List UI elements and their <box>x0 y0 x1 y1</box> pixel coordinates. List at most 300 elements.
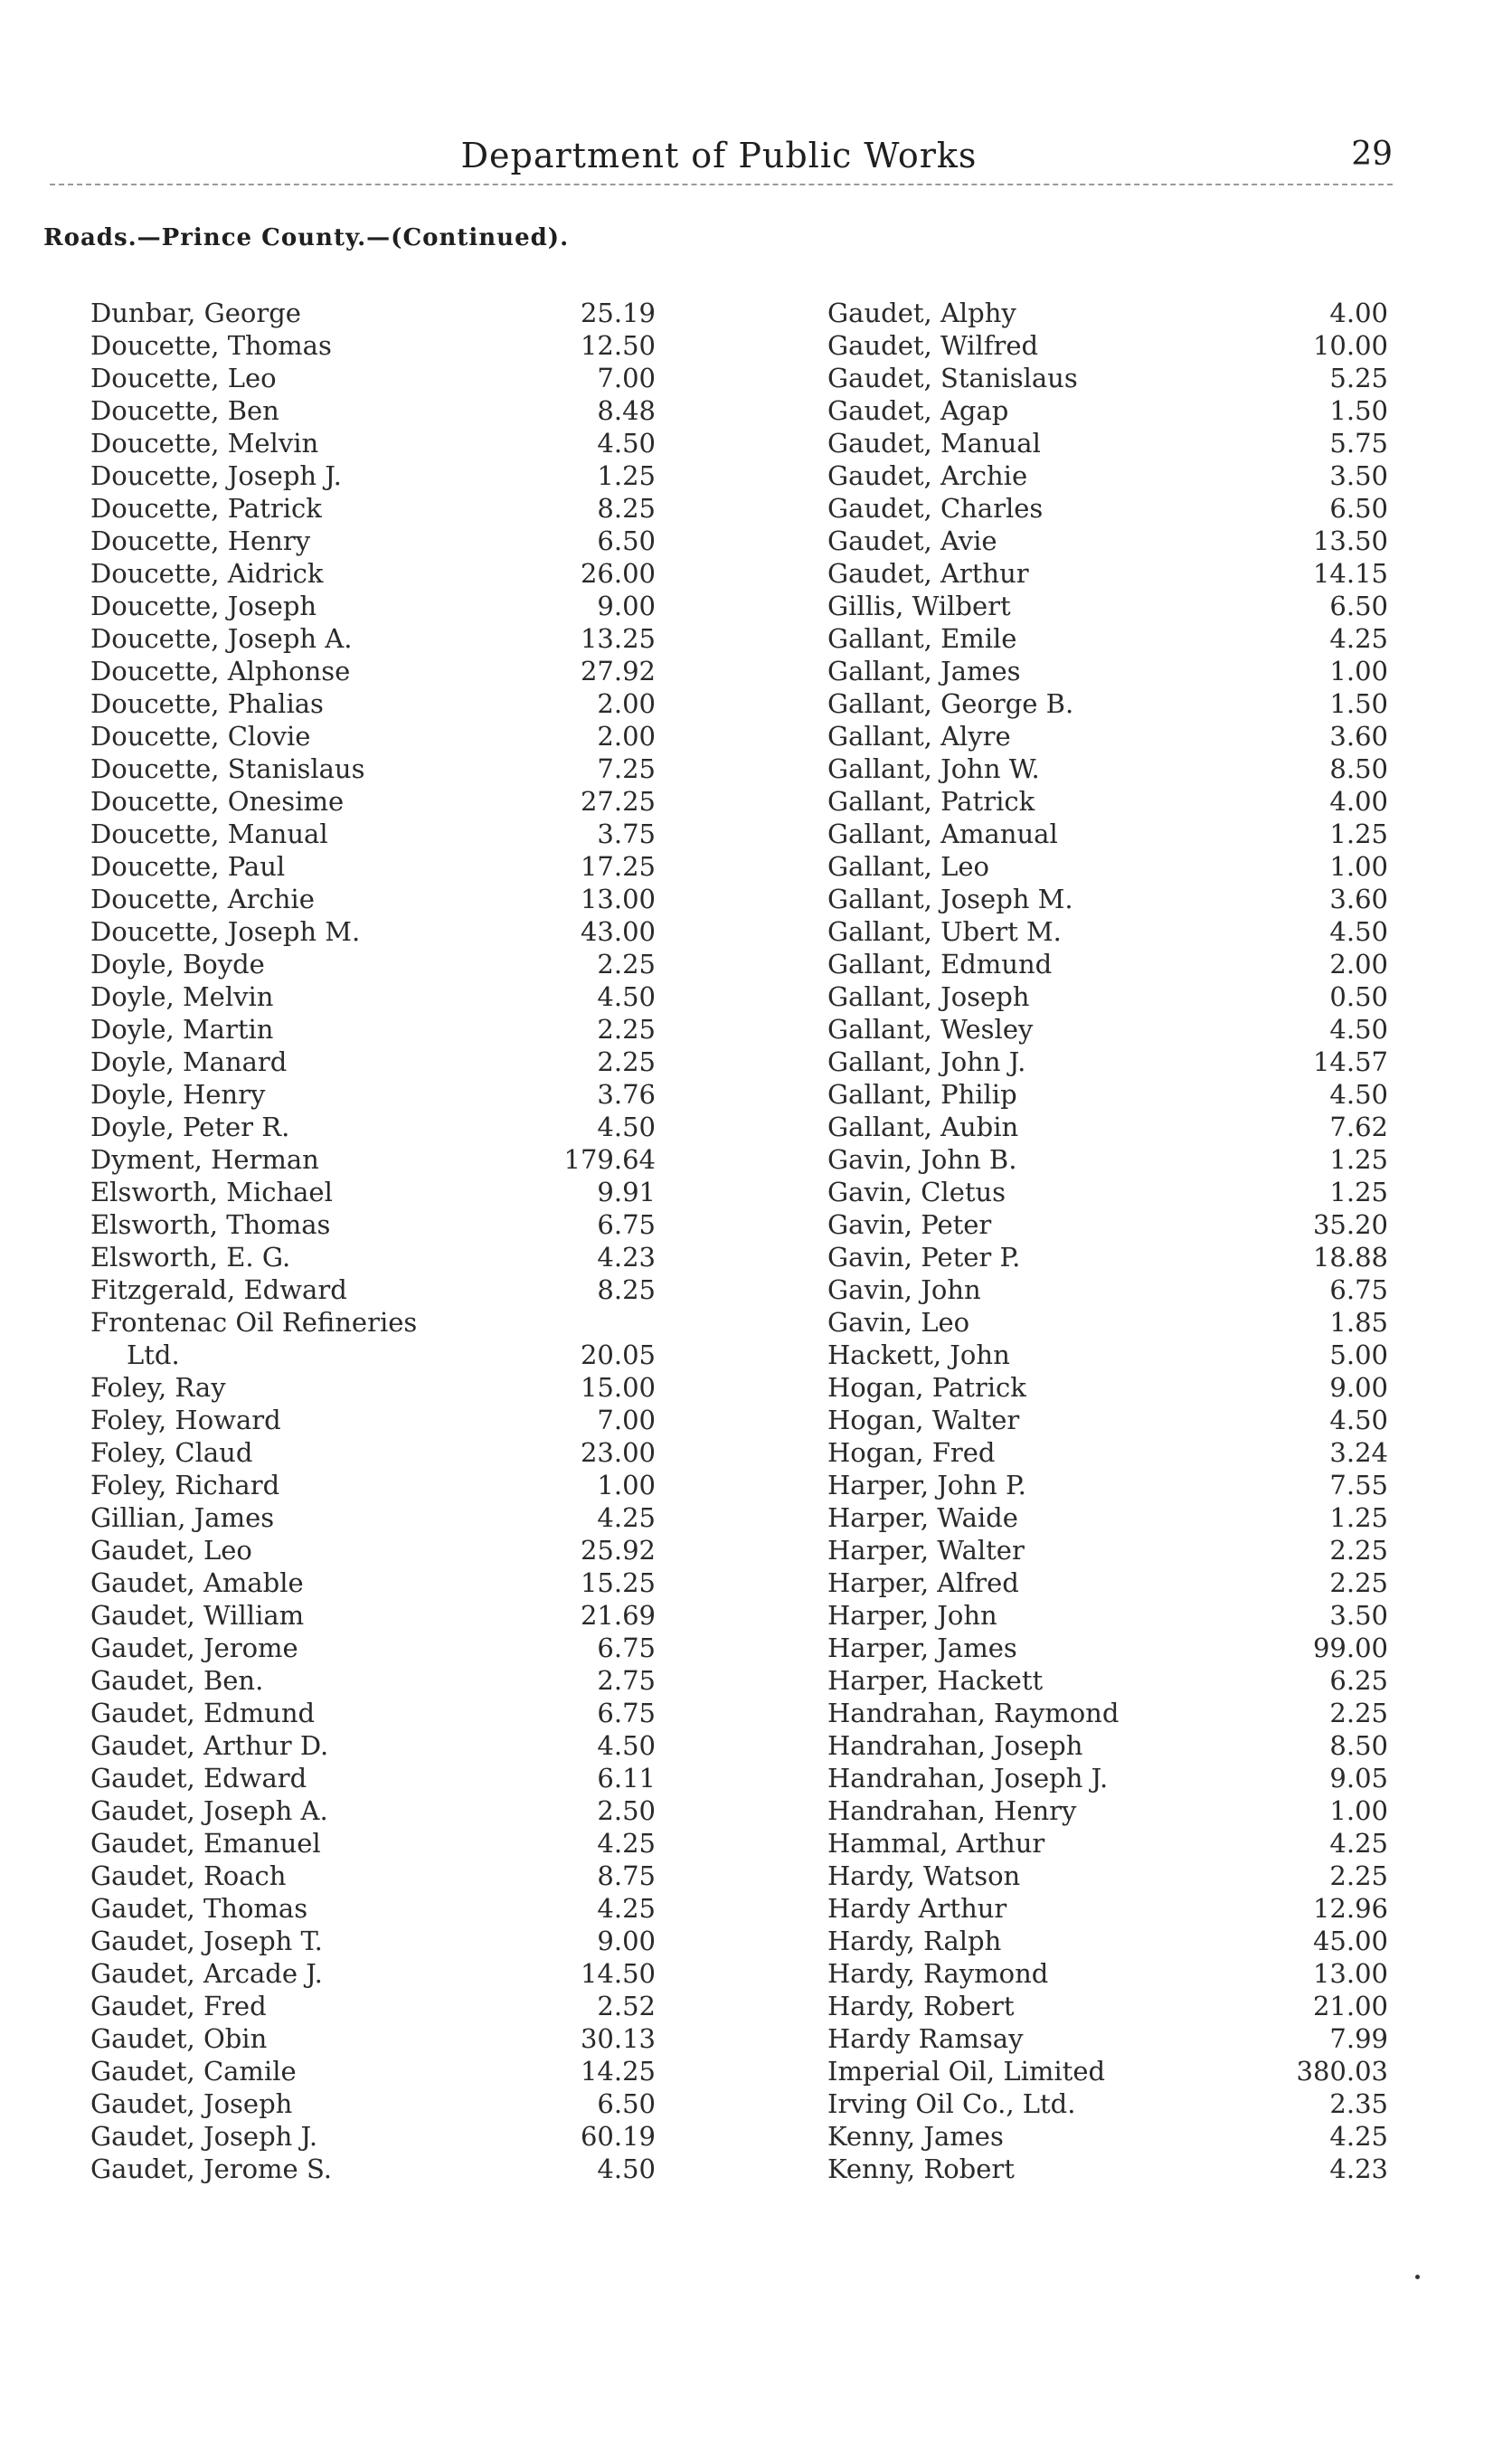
payment-amount: 5.25 <box>1329 363 1388 393</box>
payee-name: Doucette, Joseph <box>90 591 317 621</box>
payee-name: Gallant, James <box>827 656 1021 686</box>
payment-amount: 9.00 <box>597 1926 656 1956</box>
payee-name: Hackett, John <box>827 1339 1010 1370</box>
payee-name: Irving Oil Co., Ltd. <box>827 2088 1076 2119</box>
payee-name: Gaudet, William <box>90 1600 305 1631</box>
list-item <box>827 1762 1388 1794</box>
list-item <box>827 297 1388 329</box>
payee-name: Doucette, Aidrick <box>90 558 324 589</box>
payment-amount: 9.05 <box>1329 1763 1388 1794</box>
payee-name: Gillis, Wilbert <box>827 591 1011 621</box>
list-item <box>90 1176 656 1208</box>
list-item <box>827 427 1388 459</box>
payee-name: Doucette, Alphonse <box>90 656 351 686</box>
list-item <box>90 655 656 687</box>
payee-name: Gaudet, Joseph T. <box>90 1926 323 1956</box>
payment-amount: 14.57 <box>1312 1046 1388 1077</box>
list-item <box>827 1273 1388 1306</box>
payee-name: Dunbar, George <box>90 298 301 328</box>
list-item <box>827 1208 1388 1241</box>
payment-amount: 99.00 <box>1312 1633 1388 1663</box>
list-item <box>90 1436 656 1469</box>
list-item <box>90 1371 656 1404</box>
list-item <box>90 1143 656 1176</box>
payee-name: Handrahan, Joseph <box>827 1730 1083 1761</box>
payee-name: Gavin, Peter <box>827 1209 992 1240</box>
payee-name: Doyle, Melvin <box>90 981 274 1012</box>
payee-name: Fitzgerald, Edward <box>90 1274 347 1305</box>
payee-name: Frontenac Oil Refineries <box>90 1307 418 1338</box>
payment-amount: 45.00 <box>1312 1926 1388 1956</box>
payment-amount: 1.25 <box>1329 1144 1388 1175</box>
payment-amount: 12.50 <box>580 330 656 361</box>
payee-name: Gaudet, Joseph J. <box>90 2121 318 2152</box>
list-item <box>827 1860 1388 1892</box>
payee-name: Doucette, Paul <box>90 851 286 882</box>
list-item <box>827 2087 1388 2120</box>
list-item <box>90 1827 656 1860</box>
list-item <box>90 427 656 459</box>
payment-amount: 1.00 <box>1329 851 1388 882</box>
list-item <box>90 1925 656 1957</box>
list-item <box>90 1501 656 1534</box>
payee-name: Doucette, Stanislaus <box>90 753 365 784</box>
payment-amount: 380.03 <box>1296 2056 1388 2087</box>
list-item <box>827 980 1388 1013</box>
payee-name: Gallant, Leo <box>827 851 989 882</box>
list-item <box>827 1566 1388 1599</box>
left-column <box>90 297 656 2185</box>
payment-amount: 8.48 <box>597 395 656 426</box>
payee-name: Gaudet, Roach <box>90 1860 287 1891</box>
list-item <box>827 1339 1388 1371</box>
payee-name: Doucette, Manual <box>90 819 328 849</box>
list-item <box>90 590 656 622</box>
payee-name: Gaudet, Joseph A. <box>90 1795 328 1826</box>
payment-amount: 4.00 <box>1329 786 1388 817</box>
payment-amount: 23.00 <box>580 1437 656 1468</box>
payee-name: Gaudet, Edward <box>90 1763 307 1794</box>
list-item <box>827 1404 1388 1436</box>
list-item <box>827 883 1388 915</box>
payee-name: Gaudet, Thomas <box>90 1893 308 1924</box>
list-item <box>827 1176 1388 1208</box>
payment-amount: 8.50 <box>1329 1730 1388 1761</box>
list-item <box>827 1925 1388 1957</box>
list-item <box>90 297 656 329</box>
payee-name: Gaudet, Wilfred <box>827 330 1039 361</box>
list-item <box>827 687 1388 720</box>
payment-amount: 2.00 <box>597 688 656 719</box>
list-item <box>90 622 656 655</box>
list-item <box>90 980 656 1013</box>
list-item <box>827 1534 1388 1566</box>
list-item <box>827 915 1388 948</box>
list-item <box>90 1241 656 1273</box>
list-item <box>827 1729 1388 1762</box>
payee-name: Doyle, Martin <box>90 1014 274 1045</box>
payee-name: Gavin, John <box>827 1274 981 1305</box>
payment-amount: 4.25 <box>597 1828 656 1859</box>
payee-name: Hogan, Fred <box>827 1437 996 1468</box>
payment-amount: 6.50 <box>597 525 656 556</box>
payment-amount: 8.50 <box>1329 753 1388 784</box>
list-item <box>827 1143 1388 1176</box>
list-item <box>90 492 656 525</box>
list-item <box>90 1404 656 1436</box>
list-item <box>827 557 1388 590</box>
payment-amount: 17.25 <box>580 851 656 882</box>
list-item <box>90 1273 656 1306</box>
payment-amount: 2.52 <box>597 1991 656 2021</box>
payment-amount: 4.00 <box>1329 298 1388 328</box>
list-item <box>90 915 656 948</box>
list-item <box>827 1371 1388 1404</box>
list-item <box>90 1599 656 1632</box>
list-item <box>827 1046 1388 1078</box>
payee-name: Doucette, Phalias <box>90 688 324 719</box>
list-item <box>90 850 656 883</box>
payment-amount: 3.76 <box>597 1079 656 1110</box>
payee-name: Gallant, Emile <box>827 623 1017 654</box>
payee-name: Elsworth, E. G. <box>90 1242 291 1273</box>
list-item <box>90 720 656 752</box>
payment-amount: 18.88 <box>1312 1242 1388 1273</box>
payment-amount: 3.50 <box>1329 1600 1388 1631</box>
payee-name: Harper, John P. <box>827 1470 1026 1500</box>
payment-amount: 2.00 <box>1329 949 1388 980</box>
payment-amount: 7.62 <box>1329 1112 1388 1142</box>
payee-name: Gaudet, Avie <box>827 525 997 556</box>
payee-name: Doyle, Henry <box>90 1079 266 1110</box>
payee-name: Gavin, John B. <box>827 1144 1017 1175</box>
payee-name: Doucette, Melvin <box>90 428 319 459</box>
page-number: 29 <box>1351 136 1393 173</box>
section-heading: Roads.—Prince County.—(Continued). <box>43 224 570 251</box>
list-item <box>827 2055 1388 2087</box>
payment-amount: 4.50 <box>1329 916 1388 947</box>
list-item <box>827 1469 1388 1501</box>
list-item <box>827 622 1388 655</box>
list-item <box>90 1469 656 1501</box>
payee-name: Doyle, Boyde <box>90 949 265 980</box>
list-item <box>827 1632 1388 1664</box>
payment-amount: 2.25 <box>1329 1698 1388 1728</box>
list-item <box>90 785 656 818</box>
list-item <box>827 1436 1388 1469</box>
payee-name: Gaudet, Charles <box>827 493 1044 524</box>
list-item <box>827 459 1388 492</box>
list-item <box>90 1632 656 1664</box>
list-item <box>827 948 1388 980</box>
payment-amount: 14.25 <box>580 2056 656 2087</box>
payment-amount: 4.50 <box>597 2153 656 2184</box>
list-item <box>90 2022 656 2055</box>
payment-amount: 6.11 <box>597 1763 656 1794</box>
payee-name: Gallant, Aubin <box>827 1112 1019 1142</box>
payment-amount: 4.25 <box>1329 623 1388 654</box>
payee-name: Gallant, Amanual <box>827 819 1058 849</box>
payment-amount: 4.25 <box>1329 2121 1388 2152</box>
list-item <box>827 492 1388 525</box>
list-item <box>90 1729 656 1762</box>
payment-amount: 6.75 <box>597 1209 656 1240</box>
list-item <box>90 1566 656 1599</box>
list-item <box>90 1860 656 1892</box>
payment-amount: 4.25 <box>597 1502 656 1533</box>
list-item <box>90 1208 656 1241</box>
payee-name: Gaudet, Amable <box>90 1567 304 1598</box>
payment-amount: 35.20 <box>1312 1209 1388 1240</box>
payment-amount: 5.00 <box>1329 1339 1388 1370</box>
payment-amount: 25.92 <box>580 1535 656 1566</box>
payment-amount: 3.75 <box>597 819 656 849</box>
list-item <box>90 2120 656 2153</box>
payment-amount: 12.96 <box>1312 1893 1388 1924</box>
payment-amount: 21.00 <box>1312 1991 1388 2021</box>
payee-name: Harper, Walter <box>827 1535 1025 1566</box>
payee-name: Gallant, Wesley <box>827 1014 1034 1045</box>
payee-name: Gaudet, Joseph <box>90 2088 293 2119</box>
list-item <box>827 394 1388 427</box>
payment-amount: 6.25 <box>1329 1665 1388 1696</box>
payment-amount: 6.75 <box>1329 1274 1388 1305</box>
payment-amount: 6.50 <box>1329 493 1388 524</box>
payee-name: Gaudet, Archie <box>827 460 1028 491</box>
payee-name: Gallant, Philip <box>827 1079 1017 1110</box>
list-item <box>90 329 656 362</box>
list-item <box>827 1794 1388 1827</box>
payment-amount: 4.50 <box>597 1112 656 1142</box>
payment-amount: 13.00 <box>1312 1958 1388 1989</box>
list-item <box>827 2153 1388 2185</box>
payee-name: Doucette, Archie <box>90 884 315 914</box>
list-item <box>827 850 1388 883</box>
payee-name: Doyle, Peter R. <box>90 1112 290 1142</box>
payee-name: Hardy, Ralph <box>827 1926 1002 1956</box>
payee-name: Foley, Ray <box>90 1372 226 1403</box>
list-item <box>90 1794 656 1827</box>
payment-amount: 10.00 <box>1312 330 1388 361</box>
stray-mark <box>1415 2275 1420 2279</box>
payee-name: Hardy Ramsay <box>827 2023 1024 2054</box>
payee-name: Hardy, Raymond <box>827 1958 1049 1989</box>
list-item <box>827 1892 1388 1925</box>
payee-name: Gaudet, Leo <box>90 1535 252 1566</box>
payment-amount: 8.25 <box>597 493 656 524</box>
payee-name: Gaudet, Jerome S. <box>90 2153 332 2184</box>
payment-amount: 4.50 <box>597 1730 656 1761</box>
payment-amount: 4.50 <box>1329 1079 1388 1110</box>
payment-amount: 4.25 <box>1329 1828 1388 1859</box>
payee-name: Gavin, Peter P. <box>827 1242 1021 1273</box>
payment-amount: 2.75 <box>597 1665 656 1696</box>
payee-name: Gaudet, Arcade J. <box>90 1958 323 1989</box>
list-item <box>827 752 1388 785</box>
payee-name: Kenny, Robert <box>827 2153 1015 2184</box>
payee-name: Gallant, Joseph M. <box>827 884 1073 914</box>
list-item <box>827 525 1388 557</box>
list-item <box>827 2120 1388 2153</box>
page-title: Department of Public Works <box>460 136 978 175</box>
payment-amount: 1.00 <box>1329 656 1388 686</box>
payment-amount: 1.00 <box>1329 1795 1388 1826</box>
list-item <box>90 557 656 590</box>
payment-amount: 4.25 <box>597 1893 656 1924</box>
payee-name: Gaudet, Jerome <box>90 1633 298 1663</box>
payee-name: Doucette, Joseph A. <box>90 623 353 654</box>
payment-amount: 15.00 <box>580 1372 656 1403</box>
list-item <box>90 1013 656 1046</box>
list-item <box>827 1111 1388 1143</box>
list-item <box>827 785 1388 818</box>
payee-name: Handrahan, Raymond <box>827 1698 1120 1728</box>
payment-amount: 3.24 <box>1329 1437 1388 1468</box>
payee-name: Harper, James <box>827 1633 1017 1663</box>
page-header <box>45 136 1393 190</box>
payment-amount: 14.15 <box>1312 558 1388 589</box>
list-item <box>827 1306 1388 1339</box>
payment-amount: 5.75 <box>1329 428 1388 459</box>
payee-name: Doucette, Henry <box>90 525 311 556</box>
payment-amount: 4.23 <box>597 1242 656 1273</box>
list-item <box>827 720 1388 752</box>
payment-amount: 179.64 <box>563 1144 656 1175</box>
payment-amount: 2.25 <box>597 949 656 980</box>
payee-name: Gaudet, Arthur <box>827 558 1029 589</box>
payee-name: Gallant, Ubert M. <box>827 916 1062 947</box>
payee-name: Doucette, Leo <box>90 363 277 393</box>
payee-name: Elsworth, Thomas <box>90 1209 331 1240</box>
payee-name: Gaudet, Obin <box>90 2023 268 2054</box>
payee-name: Hogan, Walter <box>827 1405 1020 1435</box>
payment-amount: 7.99 <box>1329 2023 1388 2054</box>
payee-name: Gaudet, Manual <box>827 428 1041 459</box>
list-item <box>90 362 656 394</box>
list-item <box>827 1501 1388 1534</box>
payment-amount: 4.50 <box>1329 1405 1388 1435</box>
payee-name: Imperial Oil, Limited <box>827 2056 1106 2087</box>
payment-amount: 7.25 <box>597 753 656 784</box>
list-item <box>827 1957 1388 1990</box>
payee-name: Gallant, Edmund <box>827 949 1053 980</box>
payee-name: Gallant, George B. <box>827 688 1074 719</box>
payee-name: Hardy, Robert <box>827 1991 1015 2021</box>
payee-name: Gaudet, Alphy <box>827 298 1016 328</box>
payment-amount: 2.25 <box>1329 1535 1388 1566</box>
payment-amount: 8.75 <box>597 1860 656 1891</box>
payment-amount: 6.75 <box>597 1698 656 1728</box>
list-item <box>90 1697 656 1729</box>
payee-name: Doucette, Patrick <box>90 493 322 524</box>
right-column <box>827 297 1388 2185</box>
list-item <box>90 1892 656 1925</box>
payment-amount: 27.92 <box>580 656 656 686</box>
payment-amount: 25.19 <box>580 298 656 328</box>
payment-amount: 2.25 <box>597 1014 656 1045</box>
payee-name: Doyle, Manard <box>90 1046 288 1077</box>
list-item <box>90 1664 656 1697</box>
payment-amount: 27.25 <box>580 786 656 817</box>
payee-name: Gaudet, Agap <box>827 395 1009 426</box>
payee-name: Hardy Arthur <box>827 1893 1007 1924</box>
list-item <box>90 394 656 427</box>
payee-name: Gaudet, Edmund <box>90 1698 316 1728</box>
payee-name: Handrahan, Henry <box>827 1795 1077 1826</box>
payment-amount: 1.25 <box>1329 1177 1388 1207</box>
payment-amount: 1.50 <box>1329 688 1388 719</box>
payee-name: Gaudet, Fred <box>90 1991 267 2021</box>
payee-name: Gaudet, Emanuel <box>90 1828 321 1859</box>
payment-amount: 4.50 <box>597 428 656 459</box>
payee-name: Doucette, Joseph J. <box>90 460 342 491</box>
payee-name: Harper, Hackett <box>827 1665 1044 1696</box>
list-item <box>90 1339 656 1371</box>
list-item <box>90 1046 656 1078</box>
payee-name: Foley, Richard <box>90 1470 280 1500</box>
payment-amount: 2.25 <box>1329 1860 1388 1891</box>
payment-amount: 9.00 <box>597 591 656 621</box>
payee-name: Hammal, Arthur <box>827 1828 1045 1859</box>
list-item <box>827 1990 1388 2022</box>
list-item <box>90 1306 651 1339</box>
list-item <box>90 525 656 557</box>
payee-name: Harper, John <box>827 1600 997 1631</box>
payee-name: Foley, Claud <box>90 1437 253 1468</box>
payment-amount: 1.00 <box>597 1470 656 1500</box>
list-item <box>90 1957 656 1990</box>
list-item <box>90 687 656 720</box>
payment-amount: 4.50 <box>1329 1014 1388 1045</box>
payment-amount: 21.69 <box>580 1600 656 1631</box>
payee-name: Foley, Howard <box>90 1405 281 1435</box>
payee-name: Hardy, Watson <box>827 1860 1021 1891</box>
payee-name: Doucette, Thomas <box>90 330 332 361</box>
payment-amount: 13.00 <box>580 884 656 914</box>
payment-amount: 4.23 <box>1329 2153 1388 2184</box>
payee-name: Gaudet, Stanislaus <box>827 363 1078 393</box>
list-item <box>827 1013 1388 1046</box>
payee-name: Kenny, James <box>827 2121 1004 2152</box>
payee-name: Elsworth, Michael <box>90 1177 333 1207</box>
payee-name: Gaudet, Arthur D. <box>90 1730 329 1761</box>
payment-amount: 7.00 <box>597 363 656 393</box>
payee-name: Ltd. <box>127 1339 180 1370</box>
list-item <box>827 329 1388 362</box>
list-item <box>827 655 1388 687</box>
payment-amount: 9.00 <box>1329 1372 1388 1403</box>
payment-amount: 0.50 <box>1329 981 1388 1012</box>
payment-amount: 3.50 <box>1329 460 1388 491</box>
payment-amount: 2.00 <box>597 721 656 752</box>
payment-amount: 6.50 <box>1329 591 1388 621</box>
list-item <box>827 818 1388 850</box>
list-item <box>827 2022 1388 2055</box>
list-item <box>827 1697 1388 1729</box>
payment-amount: 8.25 <box>597 1274 656 1305</box>
payment-amount: 13.50 <box>1312 525 1388 556</box>
payment-amount: 2.25 <box>1329 1567 1388 1598</box>
payee-name: Harper, Alfred <box>827 1567 1019 1598</box>
list-item <box>90 2055 656 2087</box>
list-item <box>827 1241 1388 1273</box>
payment-amount: 15.25 <box>580 1567 656 1598</box>
payee-name: Doucette, Ben <box>90 395 279 426</box>
payee-name: Gallant, Alyre <box>827 721 1011 752</box>
payment-amount: 1.25 <box>597 460 656 491</box>
list-item <box>90 883 656 915</box>
payee-name: Gavin, Cletus <box>827 1177 1006 1207</box>
